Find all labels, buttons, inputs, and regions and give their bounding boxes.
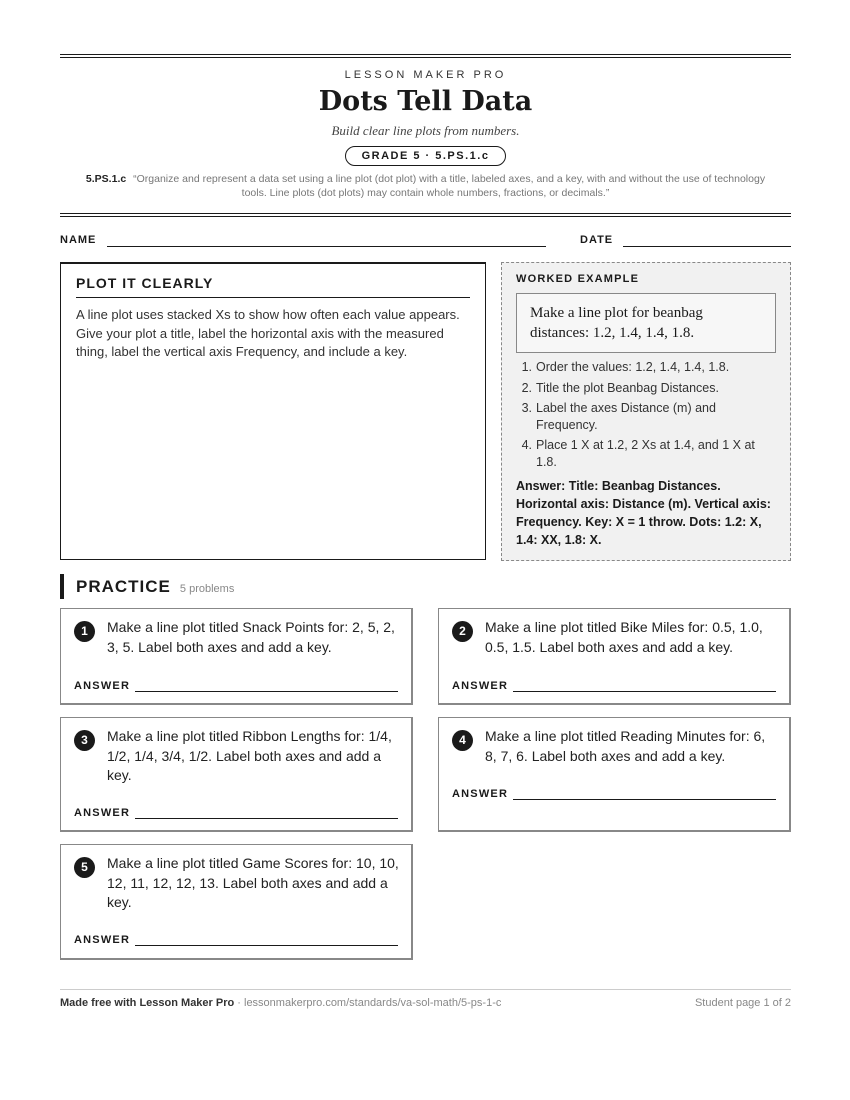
worked-example-steps [516,359,776,470]
worked-example-step: 3. Label the axes Distance (m) and Frequency. [521,401,716,432]
answer-field[interactable] [513,799,776,800]
concept-box [60,262,486,560]
worksheet-header [60,69,791,200]
problem-number: 3 [74,730,95,751]
problem-text: Make a line plot titled Snack Points for: 2, 5, 2, 3, 5. Label both axes and add a key. [107,619,395,655]
worked-example-title: WORKED EXAMPLE [516,273,640,285]
worksheet-page [60,54,791,1009]
problem-number: 1 [74,621,95,642]
standard-text: “Organize and represent a data set using a line plot (dot plot) with a title, labeled axes, and a key, with and without the use of technology tools. Line plots (dot plots) may contain whole numbers, fractions, or decimals.” [133,173,766,199]
answer-row [74,680,398,692]
problem-card-5 [60,844,413,960]
grade-badge: GRADE 5 · 5.PS.1.c [345,146,507,166]
concept-title: PLOT IT CLEARLY [76,275,470,298]
standard-code: 5.PS.1.c [85,173,127,185]
answer-label: ANSWER [74,680,131,692]
worked-example-prompt: Make a line plot for beanbag distances: 1.2, 1.4, 1.4, 1.8. [516,293,776,353]
answer-row [74,934,398,946]
top-double-rule [60,54,791,58]
answer-field[interactable] [513,691,776,692]
name-label: NAME [60,234,97,246]
name-date-row [60,227,791,257]
answer-field[interactable] [135,691,398,692]
date-field[interactable] [623,246,791,247]
worked-example-answer: Answer: Title: Beanbag Distances. Horizontal axis: Distance (m). Vertical axis: Frequency. Key: X = 1 throw. Dots: 1.2: X, 1.4: XX, 1.8: X. [516,479,771,547]
footer-page-number: Student page 1 of 2 [694,997,791,1009]
practice-count: 5 problems [179,583,235,595]
footer-made-with: Made free with Lesson Maker Pro [60,997,235,1009]
answer-field[interactable] [135,818,398,819]
answer-row [74,807,398,819]
footer-separator: · [234,997,244,1009]
answer-label: ANSWER [74,807,131,819]
problem-number: 2 [452,621,473,642]
problem-number: 5 [74,857,95,878]
page-footer [60,989,791,1009]
problem-card-4 [438,717,791,832]
problem-card-2 [438,608,791,705]
worksheet-subtitle: Build clear line plots from numbers. [331,123,520,138]
standard-description [80,172,771,200]
worked-example-box [501,262,791,561]
answer-row [452,788,776,800]
worked-example-step: 2. Title the plot Beanbag Distances. [521,380,719,395]
practice-heading [60,574,234,599]
problem-text: Make a line plot titled Reading Minutes for: 6, 8, 7, 6. Label both axes and add a key. [485,728,766,764]
answer-label: ANSWER [452,788,509,800]
answer-row [452,680,776,692]
date-label: DATE [580,234,614,246]
problem-text: Make a line plot titled Game Scores for: 10, 10, 12, 11, 12, 12, 13. Label both axes and add a key. [107,855,399,910]
name-field[interactable] [107,246,546,247]
brand-name: LESSON MAKER PRO [344,69,507,81]
problem-card-1 [60,608,413,705]
header-double-rule [60,213,791,217]
answer-field[interactable] [135,945,398,946]
answer-label: ANSWER [74,934,131,946]
answer-label: ANSWER [452,680,509,692]
problem-number: 4 [452,730,473,751]
worksheet-title: Dots Tell Data [318,86,533,117]
worked-example-step: 4. Place 1 X at 1.2, 2 Xs at 1.4, and 1 X at 1.8. [521,438,755,469]
worked-example-step: 1. Order the values: 1.2, 1.4, 1.4, 1.8. [521,360,730,374]
problem-text: Make a line plot titled Ribbon Lengths for: 1/4, 1/2, 1/4, 3/4, 1/2. Label both axes and add a key. [107,728,392,783]
problem-text: Make a line plot titled Bike Miles for: 0.5, 1.0, 0.5, 1.5. Label both axes and add a key. [485,619,763,655]
concept-body: A line plot uses stacked Xs to show how often each value appears. Give your plot a title, label the horizontal axis with the measured thing, label the vertical axis Frequency, and include a key. [76,307,460,359]
footer-url[interactable]: lessonmakerpro.com/standards/va-sol-math/5-ps-1-c [244,997,502,1009]
problem-card-3 [60,717,413,832]
practice-title: PRACTICE [76,577,171,596]
